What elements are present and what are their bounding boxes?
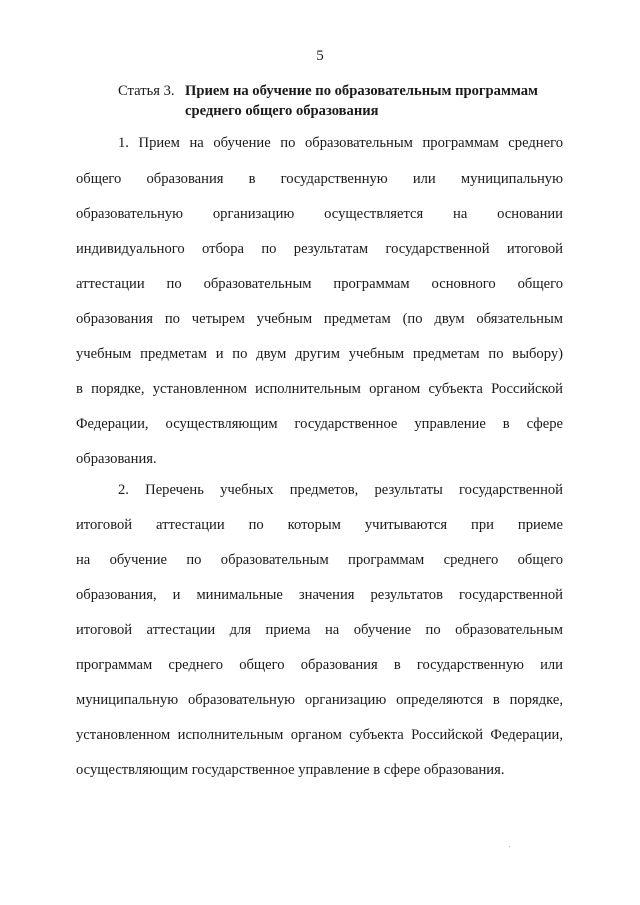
paragraph-1-line: в порядке, установленном исполнительным органом субъекта Российской	[76, 381, 563, 397]
paragraph-1-line: образовательную организацию осуществляется на основании	[76, 206, 563, 222]
paragraph-2-line: осуществляющим государственное управление в сфере образования.	[76, 762, 505, 778]
page-number: 5	[316, 48, 324, 64]
paragraph-2-line: на обучение по образовательным программам среднего общего	[76, 552, 563, 568]
paragraph-1-line: образования.	[76, 451, 157, 467]
paragraph-1-line: Федерации, осуществляющим государственное управление в сфере	[76, 416, 563, 432]
paragraph-1-line: 1. Прием на обучение по образовательным программам среднего	[118, 135, 563, 151]
paragraph-2-line: образования, и минимальные значения результатов государственной	[76, 587, 563, 603]
paragraph-1-line: индивидуального отбора по результатам государственной итоговой	[76, 241, 563, 257]
paragraph-1-line: аттестации по образовательным программам основного общего	[76, 276, 563, 292]
paragraph-2-line: 2. Перечень учебных предметов, результаты государственной	[118, 482, 563, 498]
paragraph-2-line: муниципальную образовательную организацию определяются в порядке,	[76, 692, 563, 708]
article-heading	[118, 81, 538, 121]
paragraph-2-line: итоговой аттестации для приема на обучение по образовательным	[76, 622, 563, 638]
article-label: Статья 3.	[118, 83, 175, 99]
article-title-line-1: Прием на обучение по образовательным программам	[185, 83, 538, 99]
paragraph-1-line: учебным предметам и по двум другим учебным предметам по выбору)	[76, 346, 563, 362]
paragraph-1-line: общего образования в государственную или муниципальную	[76, 171, 563, 187]
article-title-line-2: среднего общего образования	[185, 103, 379, 119]
paragraph-2-line: программам среднего общего образования в государственную или	[76, 657, 563, 673]
paragraph-2-line: итоговой аттестации по которым учитываются при приеме	[76, 517, 563, 533]
paragraph-2-line: установленном исполнительным органом субъекта Российской Федерации,	[76, 727, 563, 743]
paragraph-1-line: образования по четырем учебным предметам (по двум обязательным	[76, 311, 563, 327]
scan-speck	[509, 846, 510, 847]
